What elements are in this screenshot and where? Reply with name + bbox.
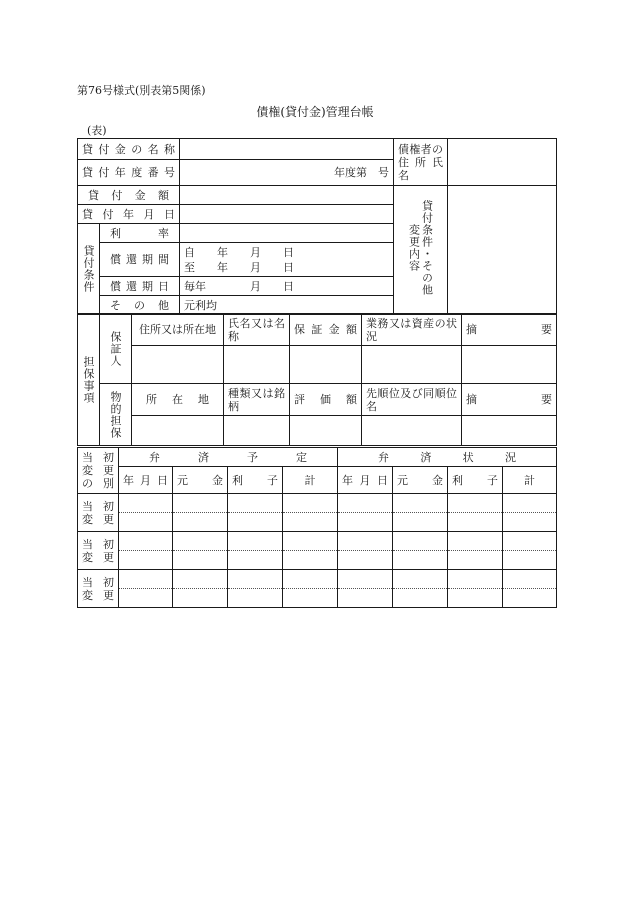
changes-value [448,186,557,315]
rate-label: 利率 [100,224,180,243]
cell [173,589,228,608]
repayment-table [77,447,557,608]
cell [448,570,503,589]
changes-label: 貸付条件・その他変更内容 [394,186,448,315]
form-title: 債権(貸付金)管理台帳 [256,105,374,119]
guarantee-amount-header: 保証金額 [290,314,362,346]
cell [503,494,557,513]
security-table [77,313,557,446]
other-label: その他 [100,296,180,315]
cell [393,570,448,589]
plan-principal-header: 元金 [173,467,228,494]
guarantor-address [132,346,224,384]
creditor-label: 債権者の住所氏 名 [394,139,448,186]
cell [503,532,557,551]
loan-year-no-value: 年度第 号 [180,160,394,186]
status-interest-header: 利子 [448,467,503,494]
security-label: 担保事項 [78,314,100,446]
cell [173,532,228,551]
cell [119,570,173,589]
plan-header: 弁済予定 [119,448,338,467]
plan-date-header: 年月日 [119,467,173,494]
form-number: 第76号様式(別表第5関係) [77,84,206,97]
cell [448,513,503,532]
loan-date-value [180,205,394,224]
creditor-value [448,139,557,186]
address-header: 住所又は所在地 [132,314,224,346]
cell [283,494,338,513]
loan-year-no-label: 貸付年度番号 [78,160,180,186]
collateral-valuation [290,416,362,446]
cell [228,513,283,532]
cell [338,551,393,570]
name-header: 氏名又は名称 [224,314,290,346]
loan-amount-label: 貸付金額 [78,186,180,205]
cell [503,570,557,589]
cell [338,570,393,589]
cell [119,589,173,608]
loan-amount-value [180,186,394,205]
repay-period-label: 償還期間 [100,243,180,277]
collateral-label: 物的担保 [100,384,132,446]
cell [393,551,448,570]
cell [393,513,448,532]
loan-name-label: 貸付金の名称 [78,139,180,160]
cell [283,570,338,589]
status-date-header: 年月日 [338,467,393,494]
guarantor-business [362,346,462,384]
valuation-header: 評価額 [290,384,362,416]
cell [283,589,338,608]
row-label: 当初変更 [78,532,119,570]
cell [338,513,393,532]
status-total-header: 計 [503,467,557,494]
guarantor-name [224,346,290,384]
cell [338,532,393,551]
cell [228,551,283,570]
cell [393,532,448,551]
guarantor-amount [290,346,362,384]
cell [448,532,503,551]
cell [338,494,393,513]
cell [393,494,448,513]
cell [503,513,557,532]
cell [173,513,228,532]
cell [228,532,283,551]
cell [119,513,173,532]
loan-info-table [77,138,557,315]
guarantor-remarks [462,346,557,384]
cell [448,551,503,570]
side-label: (表) [87,124,107,137]
remarks-header: 摘 要 [462,314,557,346]
collateral-kind [224,416,290,446]
cell [119,494,173,513]
status-principal-header: 元金 [393,467,448,494]
cell [283,513,338,532]
remarks2-header: 摘 要 [462,384,557,416]
plan-interest-header: 利子 [228,467,283,494]
cell [228,570,283,589]
cell [283,551,338,570]
repay-period-value: 自 年 月 日 至 年 月 日 [180,243,394,277]
collateral-remarks [462,416,557,446]
initial-change-header: 当初変更の別 [78,448,119,494]
cell [228,589,283,608]
cell [338,589,393,608]
guarantor-label: 保証人 [100,314,132,384]
repay-date-label: 償還期日 [100,277,180,296]
cell [503,589,557,608]
kind-header: 種類又は銘柄 [224,384,290,416]
location-header: 所在地 [132,384,224,416]
rank-header: 先順位及び同順位名 [362,384,462,416]
cell [119,532,173,551]
collateral-rank [362,416,462,446]
repay-date-value: 毎年 月 日 [180,277,394,296]
cell [119,551,173,570]
row-label: 当初変更 [78,570,119,608]
row-label: 当初変更 [78,494,119,532]
cell [283,532,338,551]
loan-name-value [180,139,394,160]
collateral-location [132,416,224,446]
cell [173,570,228,589]
cell [448,494,503,513]
plan-total-header: 計 [283,467,338,494]
conditions-label: 貸付条件 [78,224,100,315]
status-header: 弁済状況 [338,448,557,467]
other-value: 元利均 [180,296,394,315]
loan-date-label: 貸付年月日 [78,205,180,224]
cell [503,551,557,570]
business-header: 業務又は資産の状況 [362,314,462,346]
cell [173,551,228,570]
cell [393,589,448,608]
cell [448,589,503,608]
cell [228,494,283,513]
cell [173,494,228,513]
rate-value [180,224,394,243]
